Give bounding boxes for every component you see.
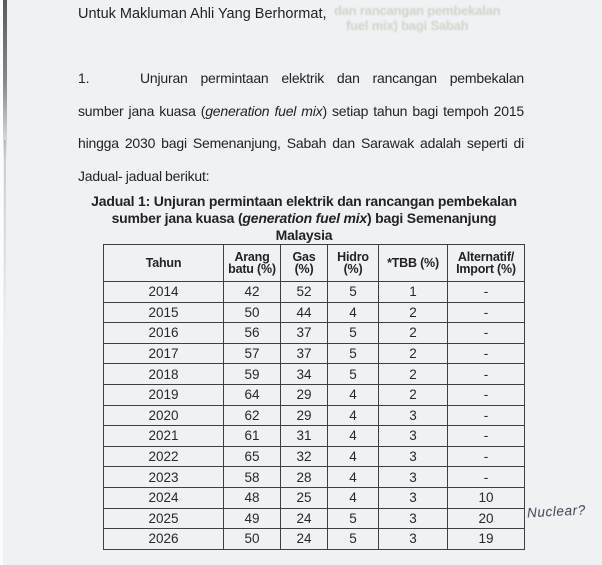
paragraph-1-line-1 bbox=[78, 62, 524, 95]
value-cell: 62 bbox=[224, 405, 281, 426]
value-cell: 4 bbox=[328, 384, 379, 405]
table-header-row bbox=[104, 245, 525, 282]
value-cell: 64 bbox=[224, 384, 281, 405]
handwritten-note: Nuclear? bbox=[526, 502, 587, 521]
value-cell: 34 bbox=[281, 364, 328, 385]
value-cell: 5 bbox=[328, 282, 379, 303]
year-cell: 2024 bbox=[104, 487, 224, 508]
year-cell: 2018 bbox=[104, 364, 224, 385]
table-row bbox=[104, 343, 525, 364]
value-cell: 58 bbox=[224, 467, 281, 488]
table-title-line-2 bbox=[78, 210, 530, 227]
value-cell: 3 bbox=[379, 405, 448, 426]
value-cell: 52 bbox=[281, 282, 328, 303]
title-line-2-post: ) bagi Semenanjung bbox=[366, 210, 497, 226]
value-cell: 50 bbox=[224, 302, 281, 323]
paragraph-line-1-text: Unjuran permintaan elektrik dan rancangan pembekalan bbox=[140, 70, 524, 86]
value-cell: - bbox=[448, 467, 525, 488]
scan-edge-shadow bbox=[3, 0, 7, 160]
value-cell: 65 bbox=[224, 446, 281, 467]
value-cell: 49 bbox=[224, 508, 281, 529]
header-arang-batu: Arang batu (%) bbox=[224, 245, 281, 282]
value-cell: 1 bbox=[379, 282, 448, 303]
table-title-line-3: Malaysia bbox=[275, 227, 333, 243]
value-cell: 44 bbox=[281, 302, 328, 323]
value-cell: - bbox=[448, 364, 525, 385]
table-1-title bbox=[78, 193, 530, 244]
table-row bbox=[104, 446, 525, 467]
value-cell: 5 bbox=[328, 323, 379, 344]
value-cell: 2 bbox=[379, 364, 448, 385]
value-cell: 32 bbox=[281, 446, 328, 467]
value-cell: 48 bbox=[224, 487, 281, 508]
line-2-post: ) setiap tahun bagi tempoh 2015 bbox=[322, 102, 524, 119]
value-cell: 4 bbox=[328, 302, 379, 323]
value-cell: 28 bbox=[281, 467, 328, 488]
value-cell: 19 bbox=[448, 529, 525, 550]
value-cell: - bbox=[448, 343, 525, 364]
table-row bbox=[104, 302, 525, 323]
jadual-1-table bbox=[103, 244, 525, 550]
table-title-line-1: Jadual 1: Unjuran permintaan elektrik dan rancangan pembekalan bbox=[91, 193, 517, 209]
value-cell: 20 bbox=[448, 508, 525, 529]
line-2-pre: sumber jana kuasa ( bbox=[78, 102, 206, 119]
value-cell: 5 bbox=[328, 508, 379, 529]
header-tbb: *TBB (%) bbox=[379, 245, 448, 282]
value-cell: - bbox=[448, 426, 525, 447]
value-cell: 59 bbox=[224, 364, 281, 385]
jadual1-body bbox=[104, 282, 525, 550]
header-tahun: Tahun bbox=[104, 245, 224, 282]
value-cell: 10 bbox=[448, 487, 525, 508]
year-cell: 2017 bbox=[104, 343, 224, 364]
table-row bbox=[104, 426, 525, 447]
value-cell: 37 bbox=[281, 323, 328, 344]
line-2-italic: generation fuel mix bbox=[205, 102, 323, 119]
value-cell: 24 bbox=[281, 508, 328, 529]
table-row bbox=[104, 405, 525, 426]
value-cell: 42 bbox=[224, 282, 281, 303]
value-cell: 4 bbox=[328, 467, 379, 488]
year-cell: 2014 bbox=[104, 282, 224, 303]
value-cell: 2 bbox=[379, 384, 448, 405]
value-cell: 29 bbox=[281, 384, 328, 405]
header-hidro: Hidro (%) bbox=[328, 245, 379, 282]
title-line-2-pre: sumber jana kuasa ( bbox=[111, 210, 243, 226]
year-cell: 2015 bbox=[104, 302, 224, 323]
value-cell: 61 bbox=[224, 426, 281, 447]
year-cell: 2020 bbox=[104, 405, 224, 426]
value-cell: - bbox=[448, 405, 525, 426]
value-cell: 3 bbox=[379, 487, 448, 508]
value-cell: - bbox=[448, 302, 525, 323]
value-cell: 2 bbox=[379, 302, 448, 323]
value-cell: 37 bbox=[281, 343, 328, 364]
bleed-through-line-2: fuel mix) bagi Sabah bbox=[346, 18, 469, 33]
value-cell: 29 bbox=[281, 405, 328, 426]
paragraph-number: 1. bbox=[78, 70, 90, 86]
value-cell: 56 bbox=[224, 323, 281, 344]
value-cell: 3 bbox=[379, 529, 448, 550]
value-cell: 3 bbox=[379, 426, 448, 447]
value-cell: - bbox=[448, 282, 525, 303]
paragraph-1-line-4: Jadual- jadual berikut: bbox=[78, 167, 210, 184]
value-cell: 5 bbox=[328, 364, 379, 385]
header-alternatif-import: Alternatif/ Import (%) bbox=[448, 245, 525, 282]
table-row bbox=[104, 323, 525, 344]
value-cell: - bbox=[448, 323, 525, 344]
value-cell: 25 bbox=[281, 487, 328, 508]
value-cell: 5 bbox=[328, 343, 379, 364]
value-cell: 5 bbox=[328, 529, 379, 550]
value-cell: 4 bbox=[328, 426, 379, 447]
year-cell: 2021 bbox=[104, 426, 224, 447]
paragraph-1 bbox=[78, 62, 524, 192]
year-cell: 2026 bbox=[104, 529, 224, 550]
value-cell: 3 bbox=[379, 508, 448, 529]
value-cell: 24 bbox=[281, 529, 328, 550]
scan-edge-faint-line bbox=[4, 140, 6, 340]
value-cell: 4 bbox=[328, 446, 379, 467]
title-line-2-italic: generation fuel mix bbox=[242, 210, 367, 226]
value-cell: 57 bbox=[224, 343, 281, 364]
value-cell: 4 bbox=[328, 405, 379, 426]
value-cell: - bbox=[448, 384, 525, 405]
year-cell: 2019 bbox=[104, 384, 224, 405]
table-row bbox=[104, 364, 525, 385]
value-cell: 3 bbox=[379, 467, 448, 488]
table-row bbox=[104, 467, 525, 488]
year-cell: 2023 bbox=[104, 467, 224, 488]
value-cell: - bbox=[448, 446, 525, 467]
year-cell: 2016 bbox=[104, 323, 224, 344]
year-cell: 2022 bbox=[104, 446, 224, 467]
header-gas: Gas (%) bbox=[281, 245, 328, 282]
value-cell: 2 bbox=[379, 323, 448, 344]
bleed-through-text bbox=[334, 3, 574, 33]
value-cell: 50 bbox=[224, 529, 281, 550]
table-row bbox=[104, 508, 525, 529]
table-row bbox=[104, 487, 525, 508]
value-cell: 4 bbox=[328, 487, 379, 508]
table-row bbox=[104, 529, 525, 550]
year-cell: 2025 bbox=[104, 508, 224, 529]
table-row bbox=[104, 282, 525, 303]
table-row bbox=[104, 384, 525, 405]
salutation-line: Untuk Makluman Ahli Yang Berhormat, bbox=[78, 6, 327, 22]
paragraph-1-line-2 bbox=[78, 95, 524, 128]
paragraph-1-line-3: hingga 2030 bagi Semenanjung, Sabah dan Sarawak adalah seperti di bbox=[78, 135, 524, 151]
value-cell: 2 bbox=[379, 343, 448, 364]
value-cell: 31 bbox=[281, 426, 328, 447]
bleed-through-line-1: dan rancangan pembekalan bbox=[334, 3, 501, 18]
value-cell: 3 bbox=[379, 446, 448, 467]
